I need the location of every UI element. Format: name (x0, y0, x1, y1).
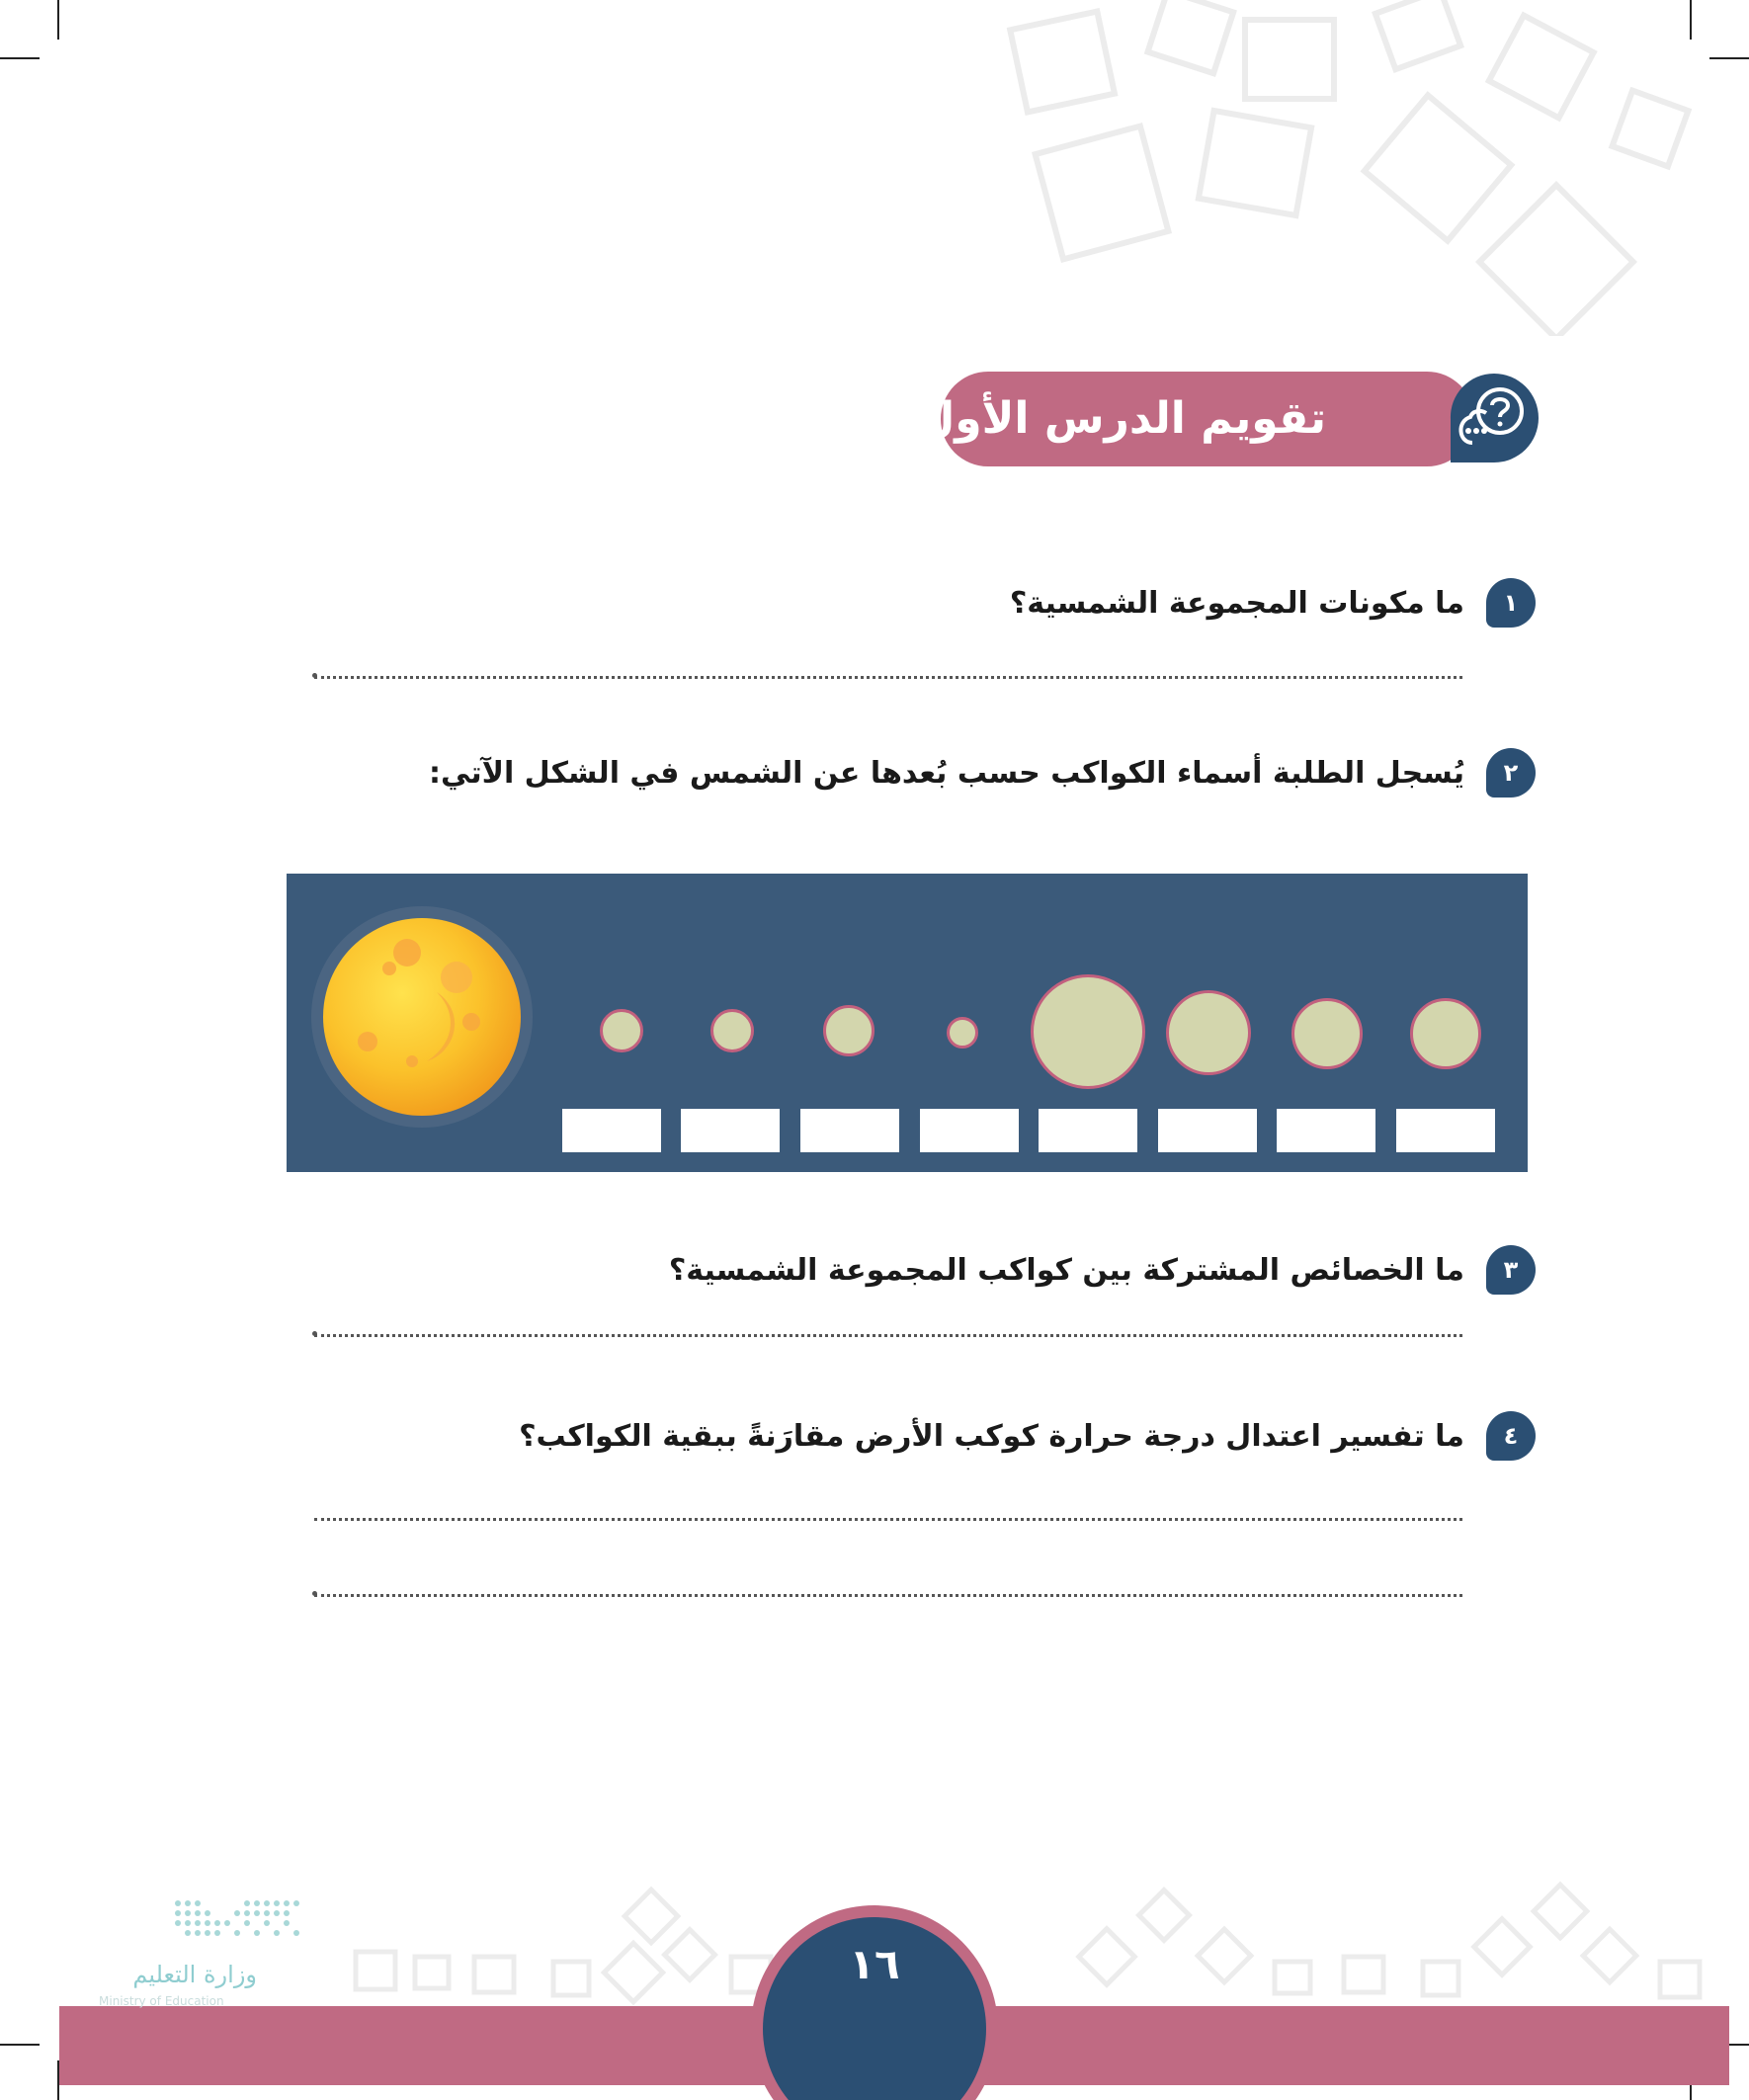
sun-illustration (308, 903, 536, 1131)
question-number-badge: ١ (1486, 578, 1536, 628)
planet-2 (1291, 998, 1363, 1069)
answer-line[interactable] (314, 676, 1462, 679)
planet-label-box[interactable] (1039, 1109, 1137, 1152)
planet-3 (1166, 990, 1251, 1075)
planet-8 (600, 1009, 643, 1052)
answer-line[interactable] (314, 1334, 1462, 1337)
answer-line[interactable] (314, 1594, 1462, 1597)
question-number-badge: ٤ (1486, 1411, 1536, 1461)
answer-line-dot (312, 673, 317, 678)
speech-bubble-question-icon (1449, 372, 1540, 466)
decorative-squares-pattern (336, 1878, 1739, 2006)
planet-5 (947, 1017, 978, 1049)
question-number-badge: ٢ (1486, 748, 1536, 798)
answer-line-dot (312, 1591, 317, 1596)
planet-label-box[interactable] (1158, 1109, 1257, 1152)
planet-4 (1031, 974, 1145, 1089)
planet-label-box[interactable] (681, 1109, 780, 1152)
section-header-banner (917, 372, 1474, 466)
page-number: ١٦ (849, 1940, 900, 1988)
planet-label-box[interactable] (800, 1109, 899, 1152)
crop-mark (0, 2044, 40, 2046)
question-1 (1010, 578, 1536, 628)
planet-label-box[interactable] (562, 1109, 661, 1152)
crop-mark (57, 0, 59, 40)
planet-label-box[interactable] (1277, 1109, 1375, 1152)
planet-6 (823, 1005, 874, 1056)
section-title: تقويم الدرس الأول (917, 393, 1326, 444)
question-text: ما الخصائص المشتركة بين كواكب المجموعة الشمسية؟ (668, 1252, 1464, 1288)
question-3 (669, 1245, 1536, 1295)
planet-7 (710, 1009, 754, 1052)
planet-label-box[interactable] (920, 1109, 1019, 1152)
question-number-badge: ٣ (1486, 1245, 1536, 1295)
crop-mark (0, 57, 40, 59)
planet-1 (1410, 998, 1481, 1069)
ministry-name-english: Ministry of Education (99, 1994, 224, 2008)
ministry-name-arabic: وزارة التعليم (132, 1961, 257, 1988)
question-2 (429, 748, 1536, 798)
question-text: ما مكونات المجموعة الشمسية؟ (1009, 585, 1464, 621)
planet-label-box[interactable] (1396, 1109, 1495, 1152)
solar-system-figure (287, 874, 1528, 1172)
question-4 (519, 1411, 1536, 1461)
question-text: ما تفسير اعتدال درجة حرارة كوكب الأرض مقارَنةً ببقية الكواكب؟ (519, 1418, 1464, 1454)
crop-mark (1709, 57, 1749, 59)
answer-line[interactable] (314, 1518, 1462, 1521)
answer-line-dot (312, 1331, 317, 1336)
decorative-squares-pattern (988, 0, 1700, 336)
question-text: يُسجل الطلبة أسماء الكواكب حسب بُعدها عن الشمس في الشكل الآتي: (429, 755, 1464, 791)
